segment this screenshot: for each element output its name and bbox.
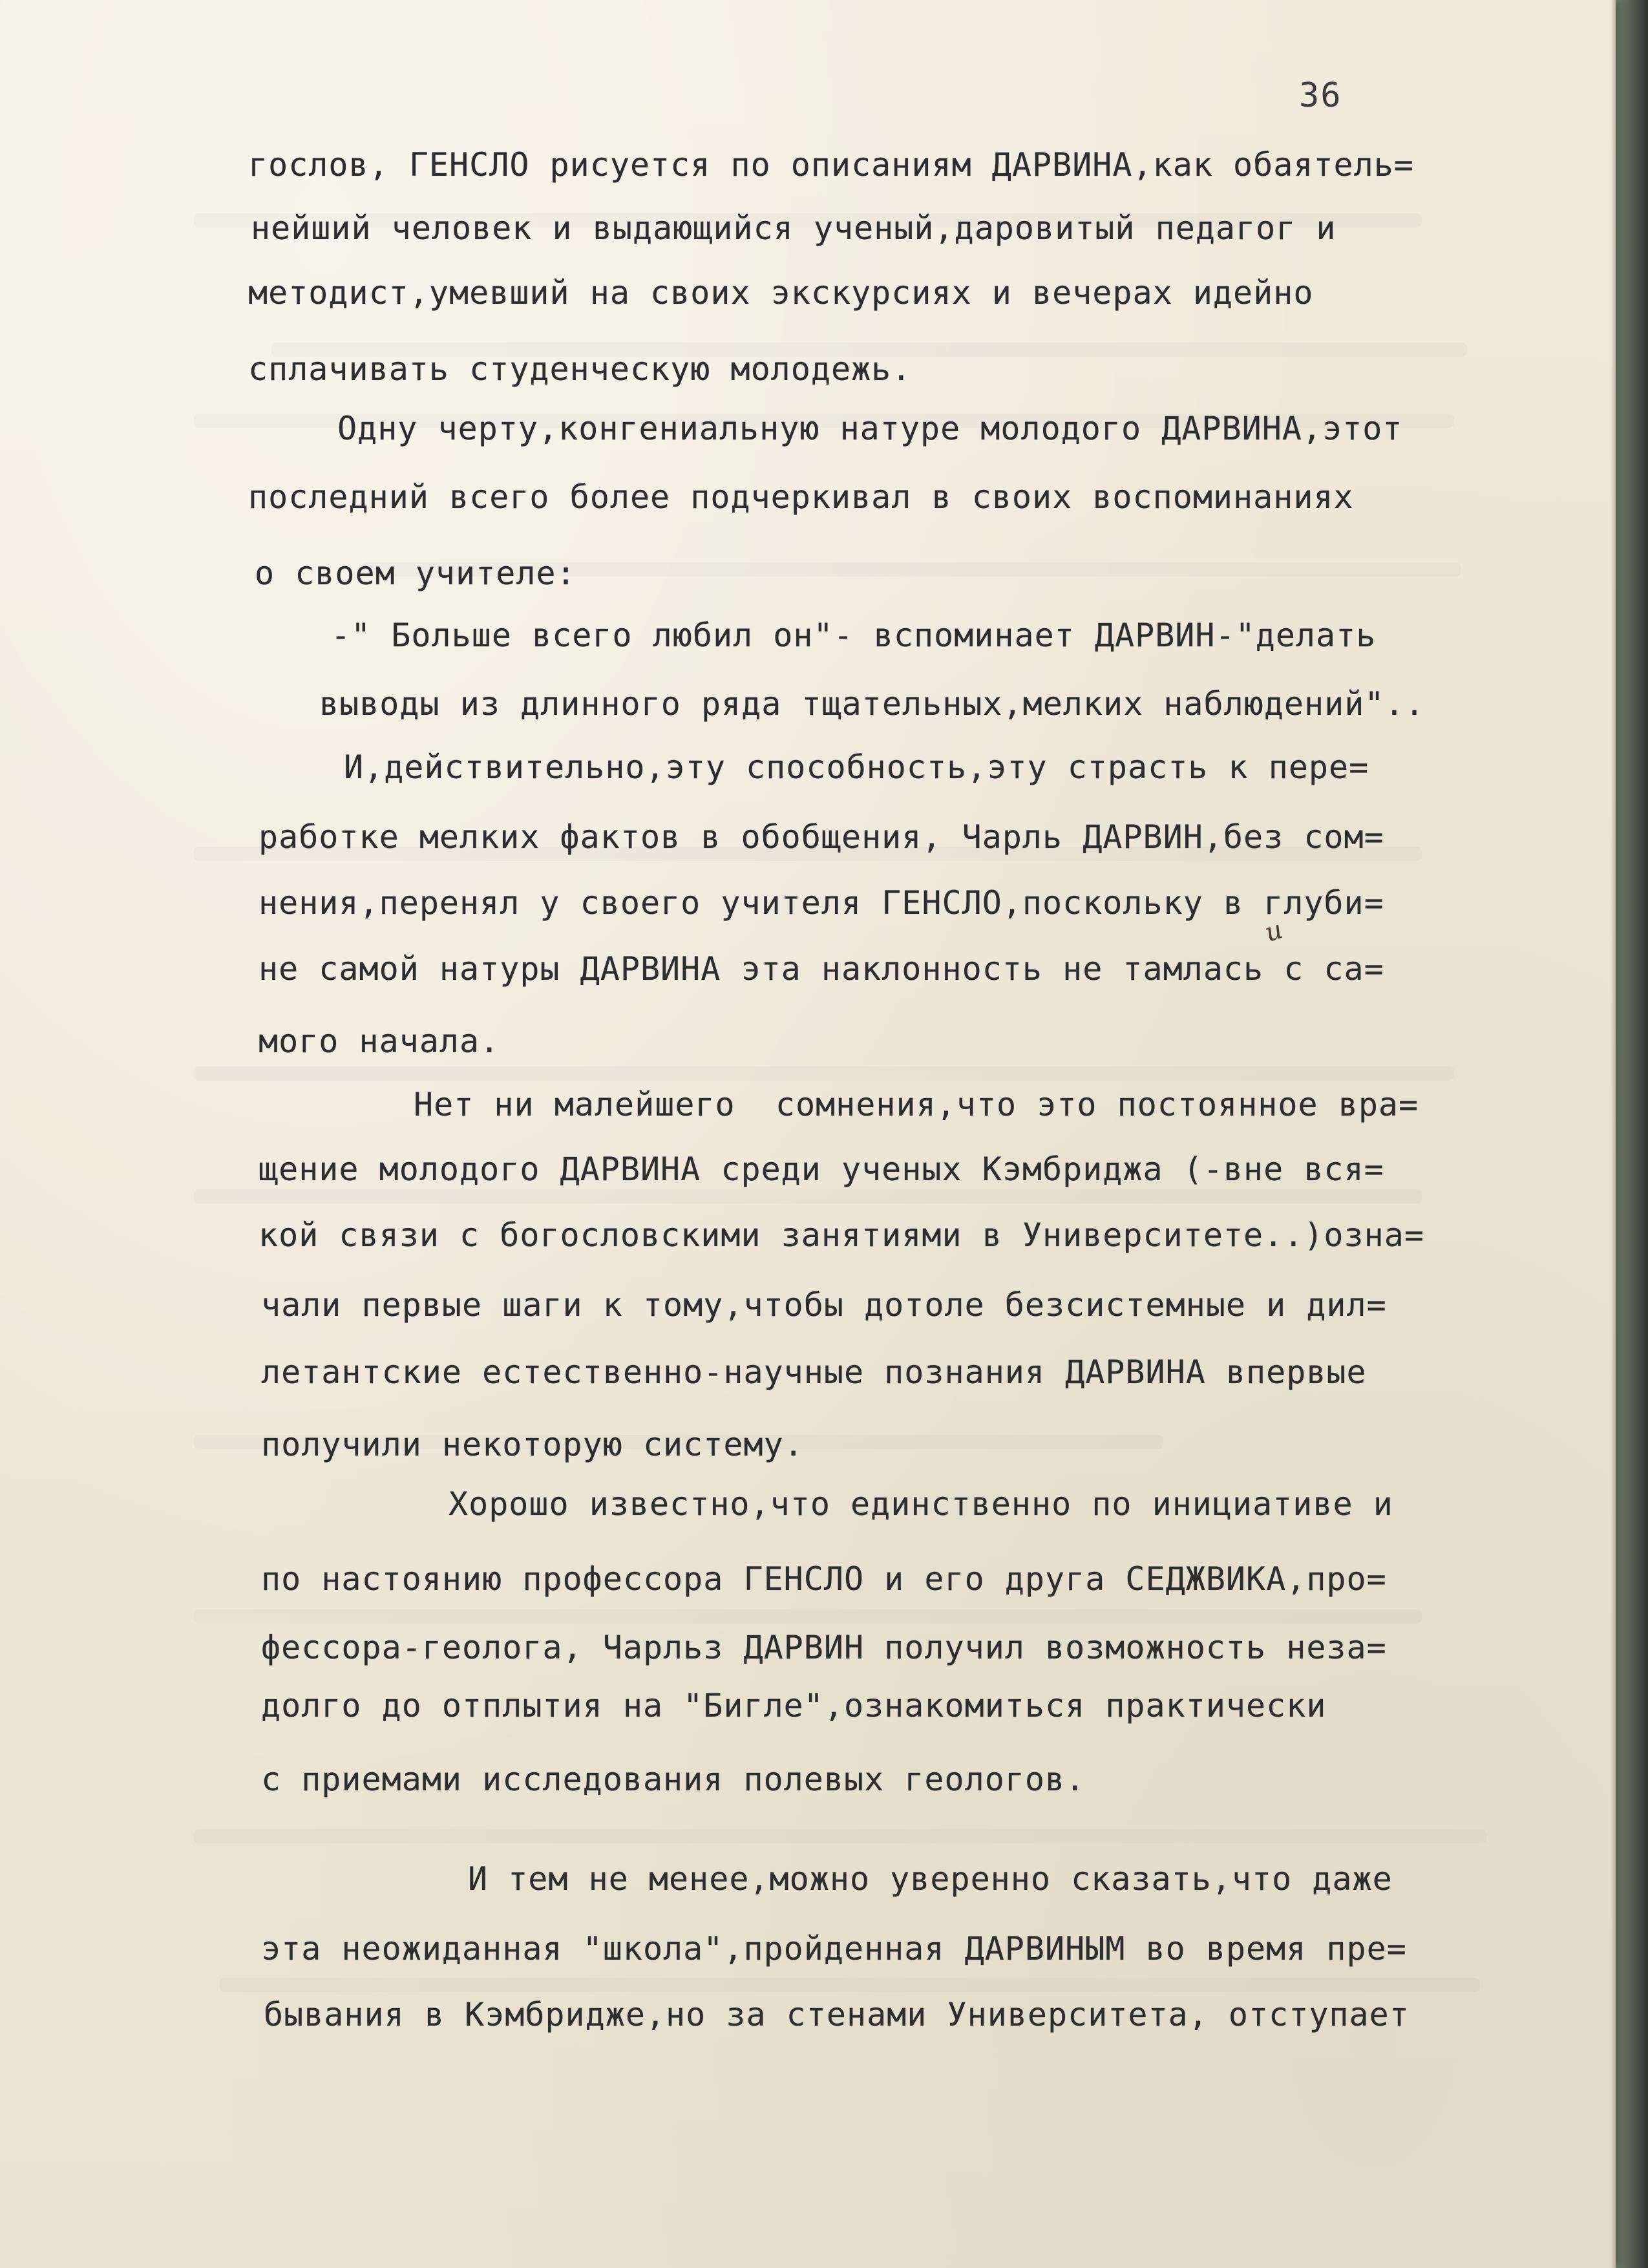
text-line: эта неожиданная "школа",пройденная ДАРВИНЫМ во время пре= (261, 1930, 1407, 1967)
text-line: И тем не менее,можно уверенно сказать,что даже (468, 1860, 1393, 1898)
text-line: получили некоторую систему. (261, 1426, 804, 1463)
handwritten-correction: и (1261, 915, 1287, 948)
text-line: не самой натуры ДАРВИНА эта наклонность не тамлась с са= (259, 950, 1384, 988)
text-line: чали первые шаги к тому,чтобы дотоле безсистемные и дил= (261, 1286, 1387, 1324)
text-line: последний всего более подчеркивал в своих воспоминаниях (248, 478, 1354, 516)
text-line: Хорошо известно,что единственно по инициативе и (449, 1485, 1393, 1523)
text-line: бывания в Кэмбридже,но за стенами Университета, отступает (264, 1996, 1410, 2033)
text-line: нейший человек и выдающийся ученый,даровитый педагог и (251, 209, 1336, 247)
text-line: с приемами исследования полевых геологов. (261, 1761, 1086, 1798)
text-line: работке мелких фактов в обобщения, Чарль ДАРВИН,без сом= (259, 818, 1384, 856)
text-line: щение молодого ДАРВИНА среди ученых Кэмбриджа (-вне вся= (259, 1150, 1384, 1188)
page-number: 36 (1299, 76, 1342, 115)
text-line: Нет ни малейшего сомнения,что это постоянное вра= (414, 1086, 1419, 1123)
text-line: по настоянию профессора ГЕНСЛО и его друга СЕДЖВИКА,про= (261, 1560, 1387, 1598)
text-line: Одну черту,конгениальную натуре молодого ДАРВИНА,этот (337, 410, 1403, 447)
text-line: -" Больше всего любил он"- вспоминает ДАРВИН-"делать (331, 617, 1377, 654)
text-line: сплачивать студенческую молодежь. (248, 350, 912, 388)
text-line: методист,умевший на своих экскурсиях и вечерах идейно (248, 274, 1314, 312)
text-line: нения,перенял у своего учителя ГЕНСЛО,поскольку в глуби= (259, 884, 1384, 922)
text-line: о своем учителе: (255, 555, 576, 592)
text-line: гослов, ГЕНСЛО рисуется по описаниям ДАРВИНА,как обаятель= (248, 146, 1414, 184)
text-line: фессора-геолога, Чарльз ДАРВИН получил возможность неза= (261, 1629, 1387, 1666)
text-line: летантские естественно-научные познания ДАРВИНА впервые (261, 1353, 1367, 1391)
text-line: долго до отплытия на "Бигле",ознакомиться практически (261, 1687, 1327, 1724)
text-line: выводы из длинного ряда тщательных,мелких наблюдений".. (319, 685, 1425, 723)
text-line: мого начала. (259, 1023, 500, 1060)
text-line: И,действительно,эту способность,эту страсть к пере= (344, 748, 1369, 786)
text-line: кой связи с богословскими занятиями в Университете..)озна= (259, 1216, 1424, 1254)
